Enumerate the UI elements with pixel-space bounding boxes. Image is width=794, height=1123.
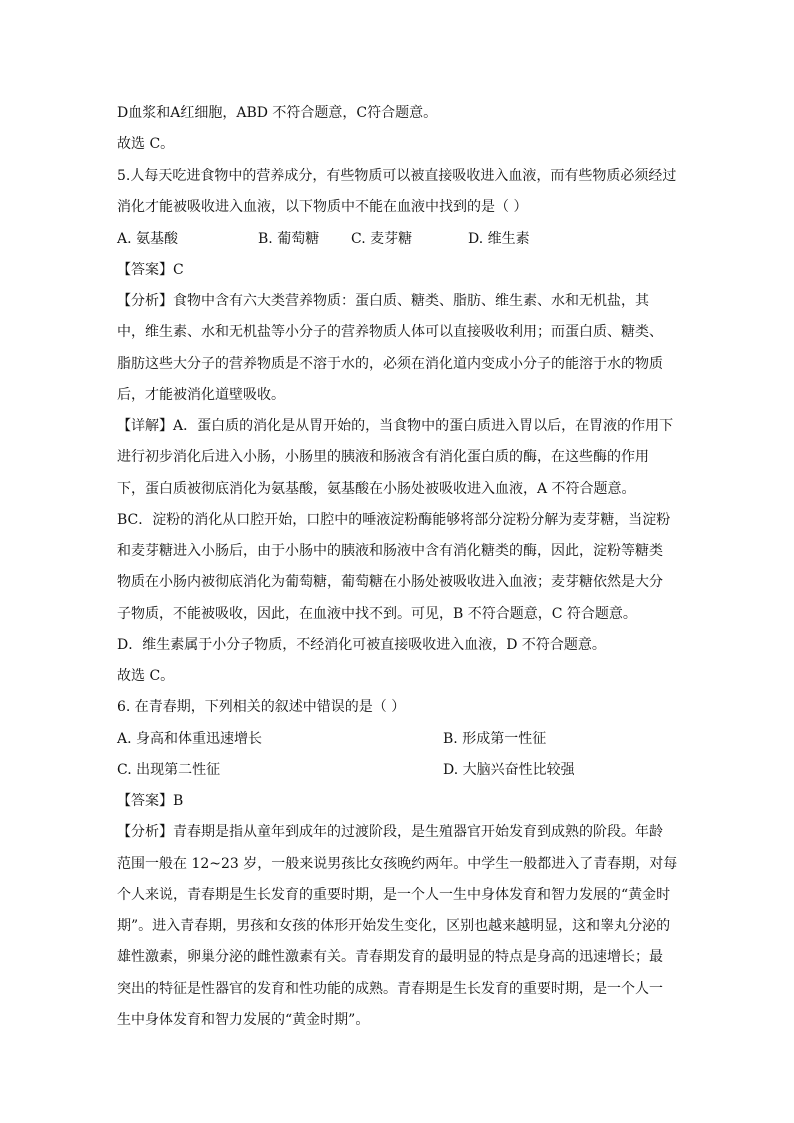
q5-detail-line: 进行初步消化后进入小肠，小肠里的胰液和肠液含有消化蛋白质的酶，在这些酶的作用: [117, 449, 649, 465]
q5-option-a: A. 氨基酸: [117, 231, 179, 247]
q5-stem-line: 消化才能被吸收进入血液，以下物质中不能在血液中找到的是（ ）: [117, 199, 528, 215]
q6-analysis-line: 期”。进入青春期，男孩和女孩的体形开始发生变化，区别也越来越明显，这和睾丸分泌的: [117, 918, 671, 934]
q5-stem-line: 5.人每天吃进食物中的营养成分，有些物质可以被直接吸收进入血液，而有些物质必须经过: [117, 168, 677, 184]
q6-stem: 6. 在青春期，下列相关的叙述中错误的是（ ）: [117, 699, 406, 715]
q6-analysis-line: 【分析】青春期是指从童年到成年的过渡阶段，是生殖器官开始发育到成熟的阶段。年龄: [117, 824, 663, 840]
q5-analysis-line: 后，才能被消化道壁吸收。: [117, 387, 285, 403]
q5-option-b: B. 葡萄糖: [258, 231, 320, 247]
q5-detail-line: 物质在小肠内被彻底消化为葡萄糖，葡萄糖在小肠处被吸收进入血液；麦芽糖依然是大分: [117, 574, 663, 590]
q6-analysis-line: 突出的特征是性器官的发育和性功能的成熟。青春期是生长发育的重要时期，是一个人一: [117, 981, 663, 997]
q5-detail-line: D．维生素属于小分子物质，不经消化可被直接吸收进入血液，D 不符合题意。: [117, 637, 606, 653]
q5-detail-line: 下，蛋白质被彻底消化为氨基酸，氨基酸在小肠处被吸收进入血液，A 不符合题意。: [117, 481, 636, 497]
q6-analysis-line: 生中身体发育和智力发展的“黄金时期”。: [117, 1012, 370, 1028]
q6-analysis-line: 范围一般在 12~23 岁，一般来说男孩比女孩晚约两年。中学生一般都进入了青春期，对每: [117, 856, 678, 872]
q5-options: [117, 230, 677, 250]
q6-options-row2: [117, 761, 677, 781]
q5-conclusion: 故选 C。: [117, 668, 175, 684]
q4-conclusion: 故选 C。: [117, 136, 175, 152]
q6-analysis-line: 雄性激素，卵巢分泌的雌性激素有关。青春期发育的最明显的特点是身高的迅速增长；最: [117, 949, 663, 965]
q6-option-d: D. 大脑兴奋性比较强: [443, 762, 575, 778]
q5-detail-line: 子物质，不能被吸收，因此，在血液中找不到。可见，B 不符合题意，C 符合题意。: [117, 606, 637, 622]
q5-analysis-line: 中，维生素、水和无机盐等小分子的营养物质人体可以直接吸收利用；而蛋白质、糖类、: [117, 324, 663, 340]
q4-tail-line: D血浆和A红细胞，ABD 不符合题意，C符合题意。: [117, 105, 438, 121]
q5-option-c: C. 麦芽糖: [351, 231, 413, 247]
q6-options-row1: [117, 730, 677, 750]
q5-option-d: D. 维生素: [468, 231, 530, 247]
q6-option-b: B. 形成第一性征: [443, 731, 547, 747]
q5-detail-line: 和麦芽糖进入小肠后，由于小肠中的胰液和肠液中含有消化糖类的酶，因此，淀粉等糖类: [117, 543, 663, 559]
q5-detail-line: BC．淀粉的消化从口腔开始，口腔中的唾液淀粉酶能够将部分淀粉分解为麦芽糖，当淀粉: [117, 512, 671, 528]
q6-analysis-line: 个人来说，青春期是生长发育的重要时期，是一个人一生中身体发育和智力发展的“黄金时: [117, 887, 671, 903]
q5-answer: 【答案】C: [117, 262, 184, 278]
q5-detail-line: 【详解】A．蛋白质的消化是从胃开始的，当食物中的蛋白质进入胃以后，在胃液的作用下: [117, 418, 674, 434]
q6-option-c: C. 出现第二性征: [117, 762, 221, 778]
q6-answer: 【答案】B: [117, 793, 184, 809]
q5-analysis-line: 脂肪这些大分子的营养物质是不溶于水的，必须在消化道内变成小分子的能溶于水的物质: [117, 356, 663, 372]
q5-analysis-line: 【分析】食物中含有六大类营养物质：蛋白质、糖类、脂肪、维生素、水和无机盐，其: [117, 293, 649, 309]
q6-option-a: A. 身高和体重迅速增长: [117, 731, 263, 747]
